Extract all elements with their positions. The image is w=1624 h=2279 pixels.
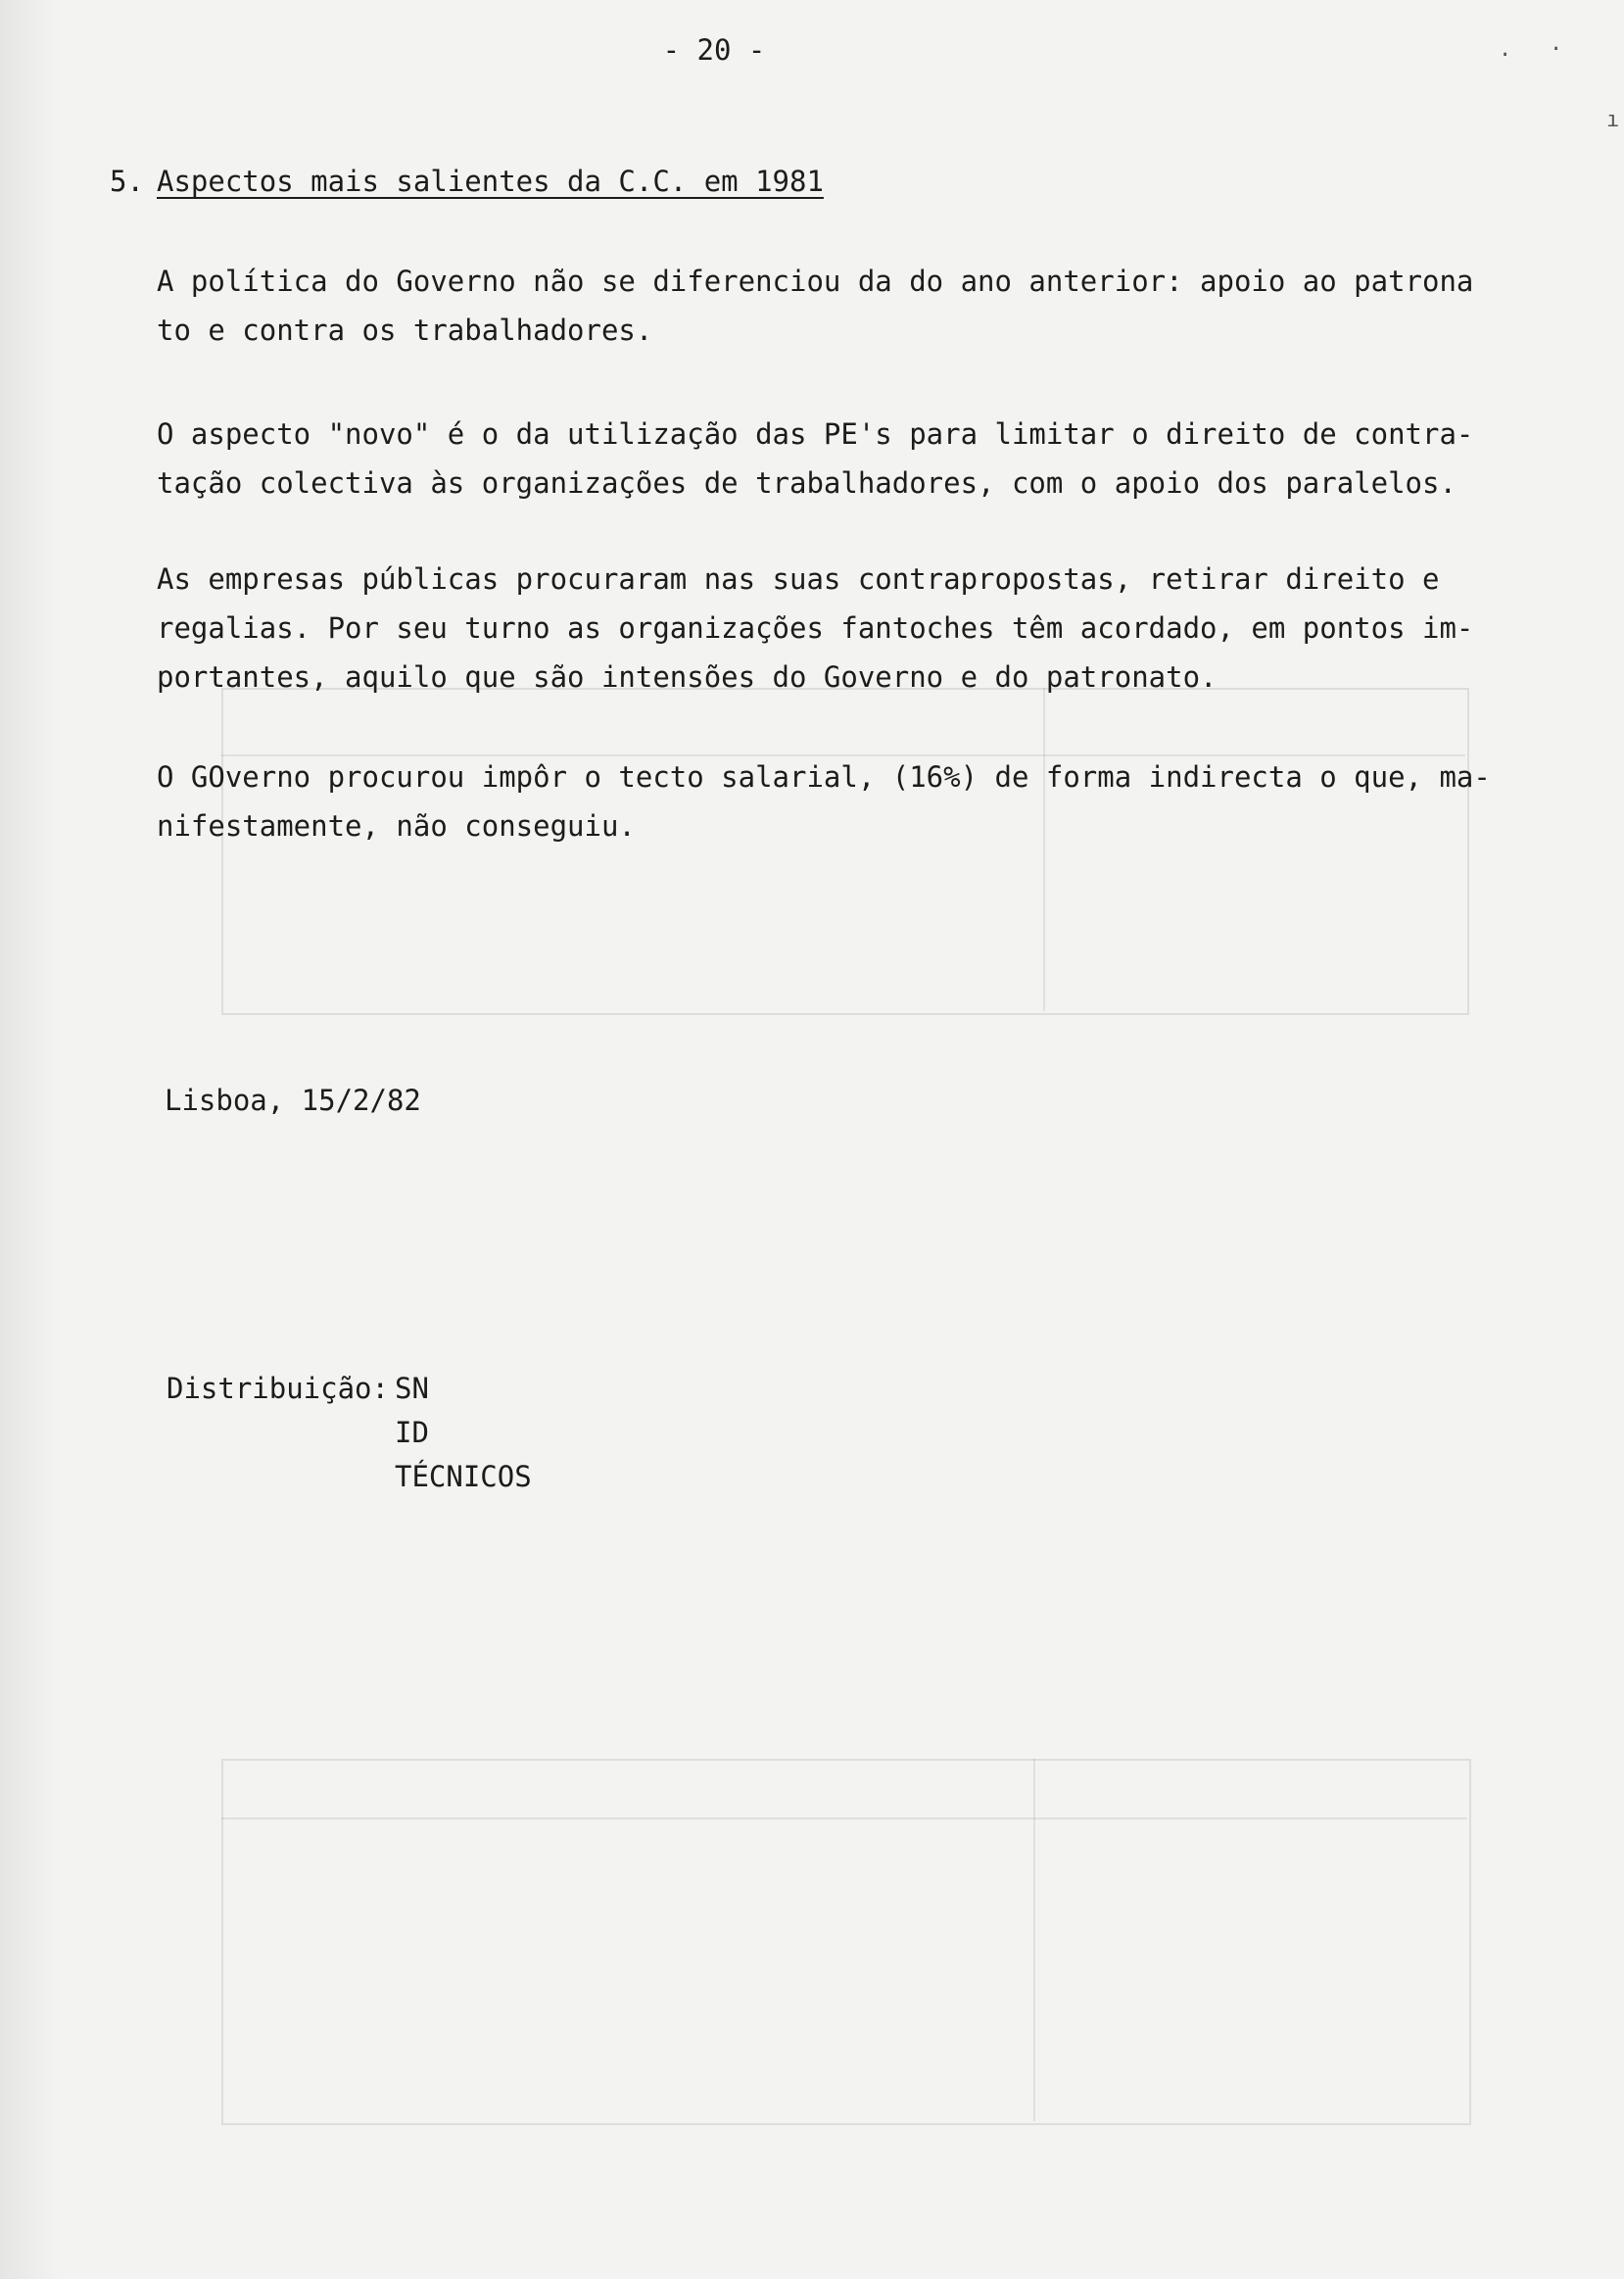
stray-mark: · <box>1550 37 1563 62</box>
paragraph-line: A política do Governo não se diferenciou da do ano anterior: apoio ao patrona <box>157 265 1474 298</box>
paragraph-public-companies <box>157 555 1474 702</box>
paragraph-line: to e contra os trabalhadores. <box>157 314 653 347</box>
stray-mark: ı <box>1606 108 1620 132</box>
section-number: 5. <box>110 165 144 198</box>
section-title: Aspectos mais salientes da C.C. em 1981 <box>157 165 824 198</box>
place-date: Lisboa, 15/2/82 <box>165 1084 421 1117</box>
distribution-item: SN <box>395 1372 429 1405</box>
bleed-through-rule <box>1033 1759 1035 2121</box>
distribution-items <box>395 1367 532 1499</box>
paragraph-wage-ceiling <box>157 752 1491 850</box>
distribution-label: Distribuição: <box>167 1372 389 1405</box>
bleed-through-table-top <box>221 688 1469 1015</box>
section-heading <box>110 165 824 198</box>
distribution-item: TÉCNICOS <box>395 1460 532 1493</box>
distribution-item: ID <box>395 1416 429 1449</box>
paragraph-line: portantes, aquilo que são intensões do Governo e do patronato. <box>157 660 1218 694</box>
paragraph-line: O GOverno procurou impôr o tecto salarial, (16%) de forma indirecta o que, ma- <box>157 760 1491 794</box>
paragraph-line: regalias. Por seu turno as organizações fantoches têm acordado, em pontos im- <box>157 611 1474 645</box>
page-number: - 20 - <box>662 33 766 67</box>
paragraph-line: nifestamente, não conseguiu. <box>157 809 636 843</box>
paragraph-line: O aspecto "novo" é o da utilização das PE's para limitar o direito de contra- <box>157 417 1474 451</box>
stray-mark: . <box>1499 37 1512 62</box>
bleed-through-rule <box>221 1818 1467 1819</box>
bleed-through-table-bottom <box>221 1759 1471 2125</box>
paragraph-line: As empresas públicas procuraram nas suas contrapropostas, retirar direito e <box>157 562 1440 596</box>
paragraph-new-aspect <box>157 410 1474 508</box>
paragraph-line: tação colectiva às organizações de trabalhadores, com o apoio dos paralelos. <box>157 466 1457 500</box>
paragraph-government-policy <box>157 257 1474 355</box>
